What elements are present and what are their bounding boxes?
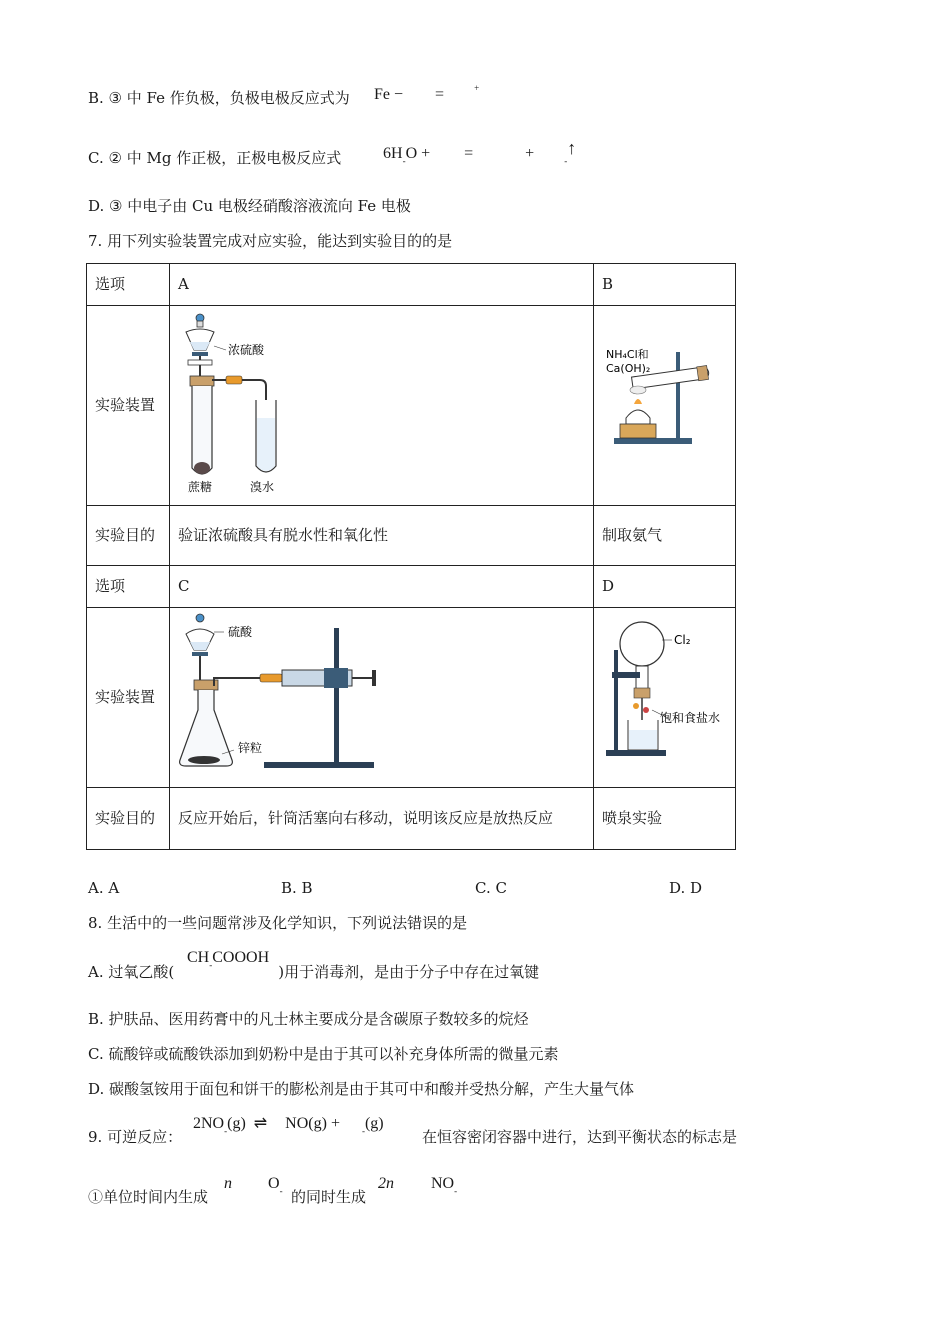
q6-b-formula: Fe − = + [374,83,480,103]
purpose-d: 喷泉实验 [594,788,736,850]
q7-answer-a: A. A [88,879,120,897]
apparatus-a-cell [170,306,594,506]
q7-answer-c: C. C [475,879,507,897]
q9-stem-prefix: 9. 可逆反应： [88,1128,183,1146]
q6-option-c: C. ② 中 Mg 作正极，正极电极反应式 [88,149,342,167]
apparatus-b-cell [594,306,736,506]
q9-equation: $2NO_-(g)$ ⇌ NO(g) + $_-$(g) [193,1115,384,1136]
apparatus-a-diagram [174,308,574,498]
label-d-gas: Cl₂ [674,633,691,647]
apparatus-d-diagram [598,610,728,780]
q9-item-1-no: $NO_-$ [431,1175,458,1196]
table-header-c: C [170,566,594,608]
q8-option-a: A. 过氧乙酸( )用于消毒剂，是由于分子中存在过氧键 [88,963,540,981]
q9-item-1-mid: 的同时生成 [291,1188,367,1206]
table-row-label-purpose: 实验目的 [87,506,170,566]
table-row-label-apparatus: 实验装置 [87,306,170,506]
q6-option-d: D. ③ 中电子由 Cu 电极经硝酸溶液流向 Fe 电极 [88,197,411,215]
q6-c-formula: $6H_-O$ + = + $_-$↑ [383,138,577,166]
q9-item-1: ①单位时间内生成 [88,1188,209,1206]
purpose-c: 反应开始后，针筒活塞向右移动，说明该反应是放热反应 [170,788,594,850]
label-b-reagent-1: NH₄Cl和 [606,348,649,361]
q7-stem: 7. 用下列实验装置完成对应实验，能达到实验目的的是 [88,232,453,250]
q9-item-1-n: n [224,1175,232,1192]
table-header-option: 选项 [87,264,170,306]
label-d-water: 饱和食盐水 [660,711,721,725]
q8-stem: 8. 生活中的一些问题常涉及化学知识，下列说法错误的是 [88,914,468,932]
table-header-d: D [594,566,736,608]
table-row-label-apparatus-2: 实验装置 [87,608,170,788]
table-row-label-purpose-2: 实验目的 [87,788,170,850]
label-b-reagent-2: Ca(OH)₂ [606,362,651,375]
q9-item-1-o: $O_-$ [268,1175,283,1196]
q7-answer-d: D. D [669,879,703,897]
q8-option-c: C. 硫酸锌或硫酸铁添加到奶粉中是由于其可以补充身体所需的微量元素 [88,1045,559,1063]
table-header-a: A [170,264,594,306]
apparatus-c-diagram [174,610,574,780]
q8-option-d: D. 碳酸氢铵用于面包和饼干的膨松剂是由于其可中和酸并受热分解，产生大量气体 [88,1080,635,1098]
q9-stem-suffix: 在恒容密闭容器中进行，达到平衡状态的标志是 [422,1128,738,1146]
label-c-acid: 硫酸 [228,625,253,639]
apparatus-b-diagram [598,308,728,498]
table-header-b: B [594,264,736,306]
q9-item-1-2n: 2n [378,1175,394,1192]
q8-option-b: B. 护肤品、医用药膏中的凡士林主要成分是含碳原子数较多的烷烃 [88,1010,529,1028]
experiment-table [86,263,736,850]
q7-answer-b: B. B [281,879,313,897]
q6-option-b: B. ③ 中 Fe 作负极，负极电极反应式为 [88,89,350,107]
apparatus-c-cell [170,608,594,788]
apparatus-d-cell [594,608,736,788]
label-a-water: 溴水 [250,480,275,494]
label-a-acid: 浓硫酸 [228,343,265,357]
purpose-b: 制取氨气 [594,506,736,566]
q8-a-formula: $CH_-COOOH$ [187,949,270,970]
label-c-zinc: 锌粒 [238,741,263,755]
label-a-sugar: 蔗糖 [188,480,213,494]
table-header-option-2: 选项 [87,566,170,608]
purpose-a: 验证浓硫酸具有脱水性和氧化性 [170,506,594,566]
